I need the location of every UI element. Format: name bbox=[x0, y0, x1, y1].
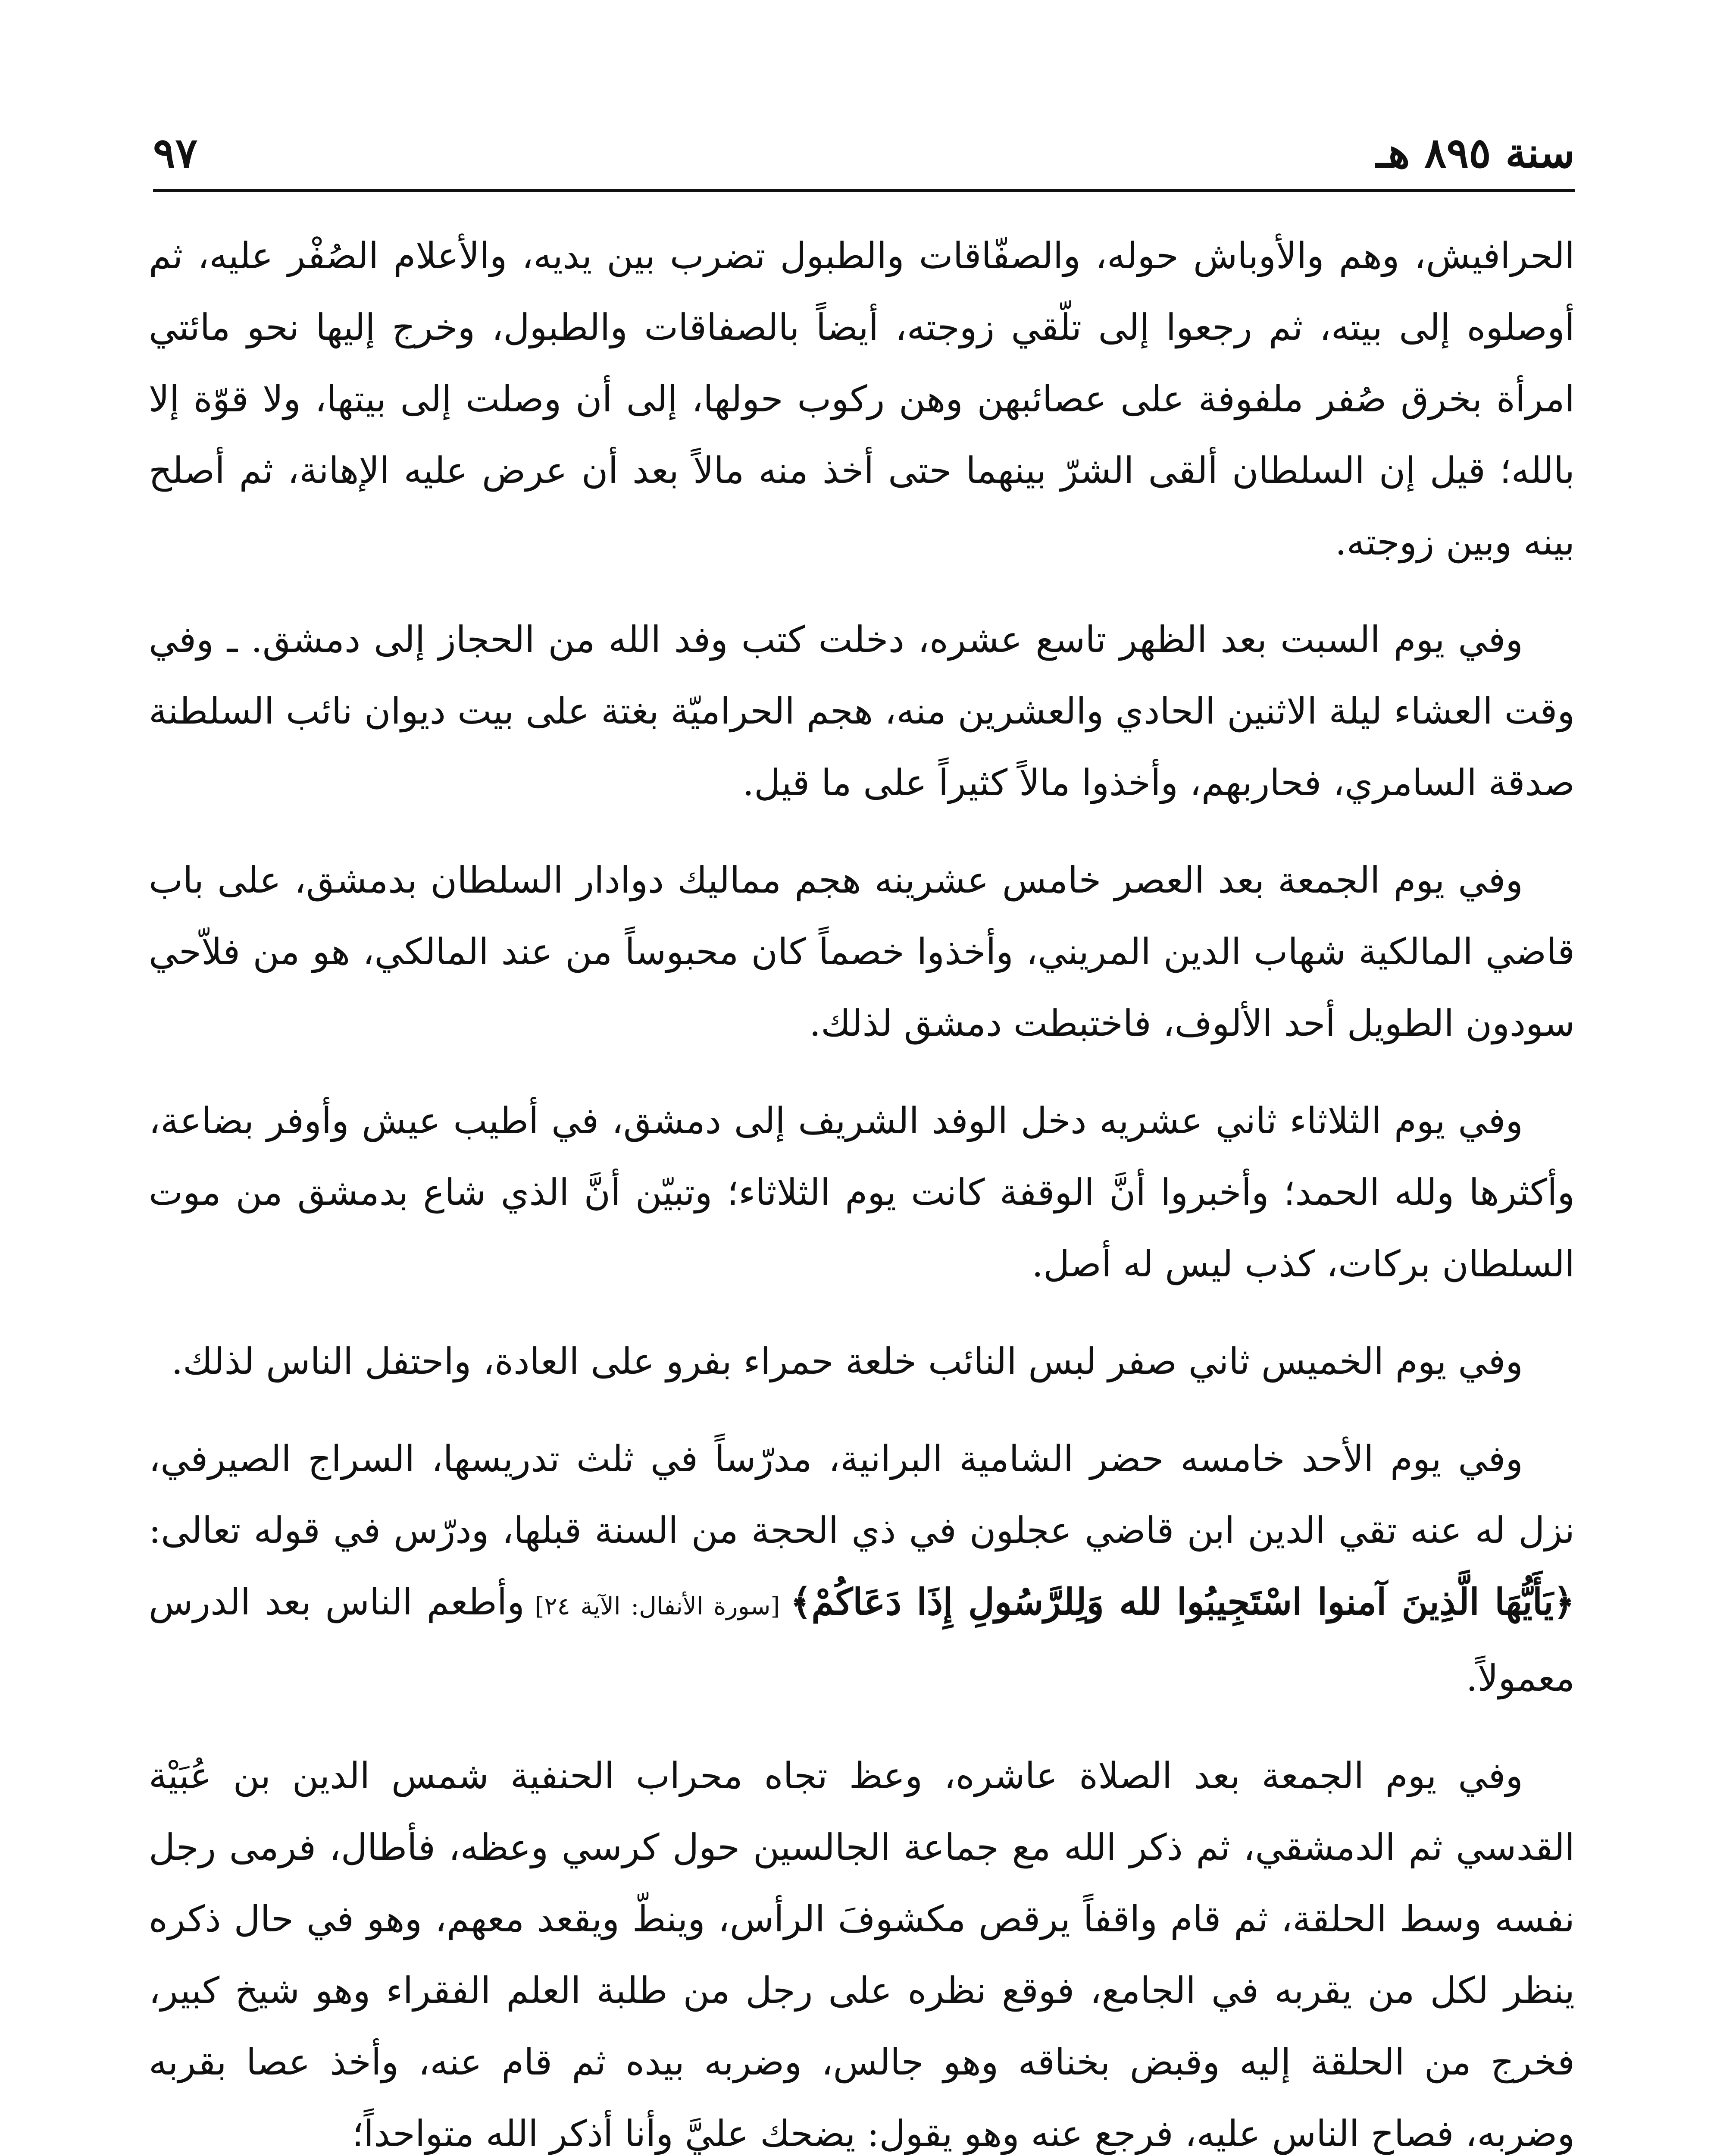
paragraph-3 bbox=[149, 844, 1575, 1059]
paragraph-1 bbox=[149, 220, 1575, 578]
paragraph-text: وفي يوم الجمعة بعد الصلاة عاشره، وعظ تجاه محراب الحنفية شمس الدين بن عُبَيْة القدسي ثم الدمشقي، ثم ذكر الله مع جماعة الجالسين حول كرسي وعظه، فأطال، فرمى رجل نفسه وسط الحلقة، ثم قام واقفاً يرقص مكشوفَ الرأس، وينطّ ويقعد معهم، وهو في حال ذكره ينظر لكل من يقربه في الجامع، فوقع نظره على رجل من طلبة العلم الفقراء وهو شيخ كبير، فخرج من الحلقة إليه وقبض بخناقه وهو جالس، وضربه بيده ثم قام عنه، وأخذ عصا بقربه وضربه، فصاح الناس عليه، فرجع عنه وهو يقول: يضحك عليَّ وأنا أذكر الله متواحداً؛ bbox=[149, 1755, 1575, 2155]
page-number: ٩٧ bbox=[153, 128, 198, 177]
paragraph-6 bbox=[149, 1423, 1575, 1714]
paragraph-text: وفي يوم الأحد خامسه حضر الشامية البرانية، مدرّساً في ثلث تدريسها، السراج الصيرفي، نزل له عنه تقي الدين ابن قاضي عجلون في ذي الحجة من السنة قبلها، ودرّس في قوله تعالى: bbox=[149, 1438, 1575, 1551]
paragraph-text: وفي يوم الثلاثاء ثاني عشريه دخل الوفد الشريف إلى دمشق، في أطيب عيش وأوفر بضاعة، وأكثرها ولله الحمد؛ وأخبروا أنَّ الوقفة كانت يوم الثلاثاء؛ وتبيّن أنَّ الذي شاع بدمشق من موت السلطان بركات، كذب ليس له أصل. bbox=[149, 1100, 1575, 1285]
verse-reference: [سورة الأنفال: الآية ٢٤] bbox=[524, 1592, 791, 1620]
running-title: سنة ٨٩٥ هـ bbox=[1376, 128, 1575, 177]
paragraph-2 bbox=[149, 604, 1575, 818]
page-header bbox=[153, 121, 1575, 185]
paragraph-text: وفي يوم الجمعة بعد العصر خامس عشرينه هجم مماليك دوادار السلطان بدمشق، على باب قاضي المالكية شهاب الدين المريني، وأخذوا خصماً كان محبوساً من عند المالكي، هو من فلاّحي سودون الطويل أحد الألوف، فاختبطت دمشق لذلك. bbox=[149, 859, 1575, 1044]
paragraph-text: وفي يوم الخميس ثاني صفر لبس النائب خلعة حمراء بفرو على العادة، واحتفل الناس لذلك. bbox=[171, 1340, 1523, 1382]
paragraph-text: الحرافيش، وهم والأوباش حوله، والصفّاقات والطبول تضرب بين يديه، والأعلام الصُفْر عليه، ثم أوصلوه إلى بيته، ثم رجعوا إلى تلّقي زوجته، أيضاً بالصفاقات والطبول، وخرج إليها نحو مائتي امرأة بخرق صُفر ملفوفة على عصائبهن وهن ركوب حولها، إلى أن وصلت إلى بيتها، ولا قوّة إلا بالله؛ قيل إن السلطان ألقى الشرّ بينهما حتى أخذ منه مالاً بعد أن عرض عليه الإهانة، ثم أصلح بينه وبين زوجته. bbox=[149, 235, 1575, 563]
paragraph-7 bbox=[149, 1740, 1575, 2156]
paragraph-4 bbox=[149, 1085, 1575, 1300]
header-rule bbox=[153, 189, 1575, 192]
paragraph-text: وأطعم الناس بعد الدرس معمولاً. bbox=[149, 1581, 1575, 1699]
paragraph-text: وفي يوم السبت بعد الظهر تاسع عشره، دخلت كتب وفد الله من الحجاز إلى دمشق. ـ وفي وقت العشاء ليلة الاثنين الحادي والعشرين منه، هجم الحراميّة بغتة على بيت ديوان نائب السلطنة صدقة السامري، فحاربهم، وأخذوا مالاً كثيراً على ما قيل. bbox=[149, 618, 1575, 804]
body-text bbox=[149, 220, 1575, 2156]
paragraph-5 bbox=[149, 1326, 1575, 1397]
quran-verse: ﴿يَأَيُّهَا الَّذِينَ آمنوا اسْتَجِيبُوا لله وَلِلرَّسُولِ إِذَا دَعَاكُمْ﴾ bbox=[790, 1580, 1575, 1623]
